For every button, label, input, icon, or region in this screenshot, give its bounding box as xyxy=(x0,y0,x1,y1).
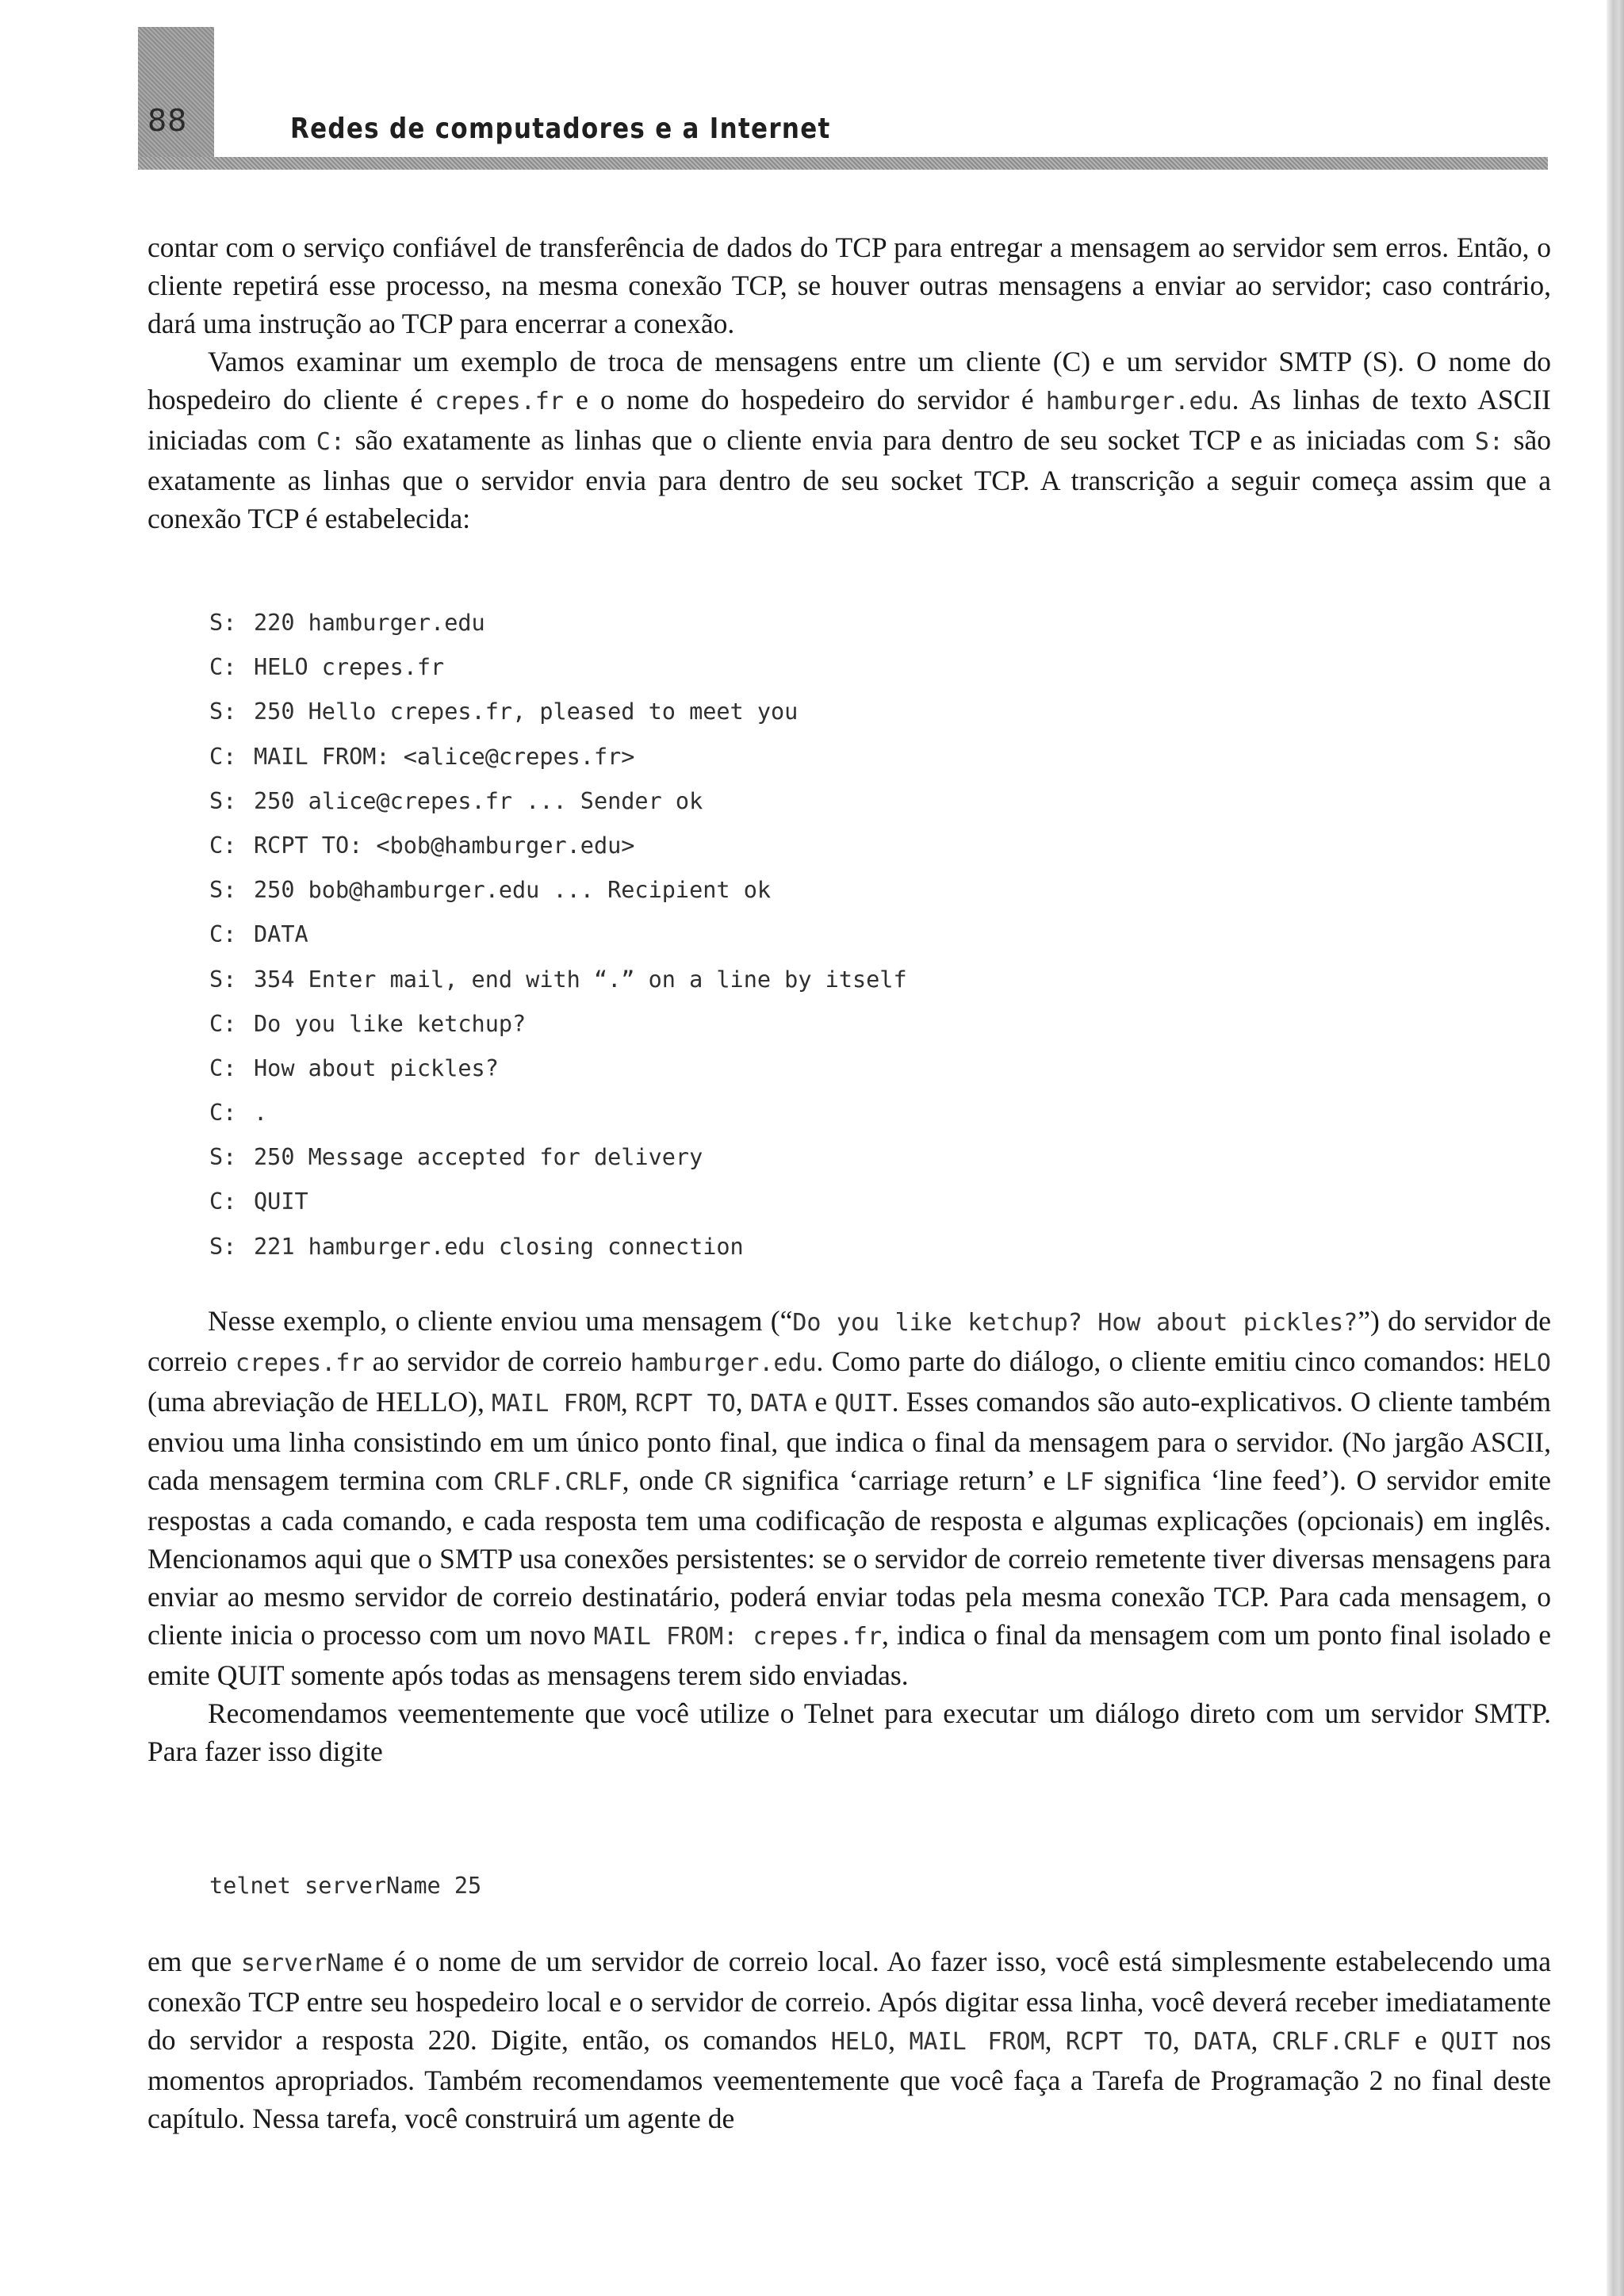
text: Vamos examinar um exemplo de troca de mensagens entre um cliente (C) e um servidor SMTP (S). O nome do hospedeiro do cliente é xyxy=(147,346,1551,415)
line-text: 354 Enter mail, end with “.” on a line by itself xyxy=(254,966,907,993)
text: . As linhas de texto ASCII iniciadas com xyxy=(147,384,1551,456)
code: MAIL FROM: crepes.fr xyxy=(593,1623,883,1651)
text: em que xyxy=(147,1946,241,1977)
code: crepes.fr xyxy=(435,388,564,415)
telnet-command: telnet serverName 25 xyxy=(209,1873,482,1899)
speaker: C: xyxy=(209,743,237,770)
transcript-line xyxy=(209,1180,907,1224)
transcript-line xyxy=(209,601,907,645)
text: , xyxy=(888,2024,910,2056)
line-text: How about pickles? xyxy=(254,1054,499,1081)
transcript-line xyxy=(209,913,907,957)
transcript-line xyxy=(209,1047,907,1091)
code: MAIL FROM xyxy=(909,2028,1045,2056)
transcript-line xyxy=(209,735,907,779)
code: HELO xyxy=(1493,1349,1551,1377)
text: , xyxy=(620,1386,636,1418)
text: e xyxy=(1400,2024,1442,2056)
text-block-bottom xyxy=(147,1942,1551,2137)
code: hamburger.edu xyxy=(1045,388,1232,415)
code: S: xyxy=(1474,428,1503,456)
code: C: xyxy=(316,428,345,456)
code: DATA xyxy=(749,1390,808,1418)
scan-edge xyxy=(1607,0,1624,2296)
text: e xyxy=(807,1386,835,1418)
line-text: MAIL FROM: <alice@crepes.fr> xyxy=(254,743,635,770)
text: ”) do servidor de correio xyxy=(147,1305,1551,1377)
line-text: 250 Hello crepes.fr, pleased to meet you xyxy=(254,698,799,725)
page-number-tab xyxy=(138,27,214,162)
smtp-transcript xyxy=(209,601,907,1269)
text: , onde xyxy=(622,1464,704,1496)
page-number: 88 xyxy=(147,103,188,138)
text: nos momentos apropriados. Também recomendamos veementemente que você faça a Tarefa de Programação 2 no final deste capítulo. Nessa tarefa, você construirá um agente de xyxy=(147,2024,1552,2134)
speaker: C: xyxy=(209,1010,237,1037)
code: QUIT xyxy=(834,1390,892,1418)
line-text: 250 alice@crepes.fr ... Sender ok xyxy=(254,787,703,814)
transcript-line xyxy=(209,690,907,734)
speaker: C: xyxy=(209,654,237,681)
line-text: 250 bob@hamburger.edu ... Recipient ok xyxy=(254,877,772,904)
line-text: HELO crepes.fr xyxy=(254,654,445,681)
line-text: 221 hamburger.edu closing connection xyxy=(254,1233,744,1260)
text-block-top xyxy=(147,228,1551,538)
paragraph-4: Recomendamos veementemente que você utilize o Telnet para executar um diálogo direto com um servidor SMTP. Para fazer isso digite xyxy=(147,1697,1551,1767)
speaker: S: xyxy=(209,610,237,636)
line-text: RCPT TO: <bob@hamburger.edu> xyxy=(254,832,635,859)
paragraph-1: contar com o serviço confiável de transferência de dados do TCP para entregar a mensagem ao servidor sem erros. Então, o cliente repetirá esse processo, na mesma conexão TCP, se houver outras mensagens a enviar ao servidor; caso contrário, dará uma instrução ao TCP para encerrar a conexão. xyxy=(147,232,1551,339)
speaker: S: xyxy=(209,1233,237,1260)
text: . Como parte do diálogo, o cliente emitiu cinco comandos: xyxy=(816,1345,1494,1377)
transcript-line xyxy=(209,779,907,824)
line-text: 220 hamburger.edu xyxy=(254,610,485,636)
code: hamburger.edu xyxy=(630,1349,817,1377)
running-title: Redes de computadores e a Internet xyxy=(290,113,831,145)
line-text: . xyxy=(254,1100,268,1127)
code: Do you like ketchup? How about pickles? xyxy=(792,1309,1358,1337)
text-block-middle xyxy=(147,1302,1551,1770)
speaker: S: xyxy=(209,698,237,725)
text: , xyxy=(735,1386,750,1418)
transcript-line xyxy=(209,1225,907,1269)
transcript-line xyxy=(209,1091,907,1135)
transcript-line xyxy=(209,958,907,1002)
text: , xyxy=(1172,2024,1194,2056)
paragraph-5 xyxy=(147,1942,1551,2137)
text: , indica o final da mensagem com um ponto final isolado e emite QUIT somente após todas as mensagens terem sido enviadas. xyxy=(147,1619,1551,1691)
code: CRLF.CRLF xyxy=(493,1468,622,1496)
code: serverName xyxy=(240,1950,385,1977)
speaker: S: xyxy=(209,787,237,814)
speaker: C: xyxy=(209,1188,237,1215)
speaker: C: xyxy=(209,921,237,948)
paragraph-2 xyxy=(147,342,1551,538)
transcript-line xyxy=(209,868,907,913)
text: são exatamente as linhas que o cliente envia para dentro de seu socket TCP e as iniciadas com xyxy=(344,424,1475,456)
speaker: S: xyxy=(209,1144,237,1171)
code: RCPT TO xyxy=(635,1390,736,1418)
text: , xyxy=(1251,2024,1272,2056)
transcript-line xyxy=(209,824,907,868)
code: HELO xyxy=(830,2028,889,2056)
code: MAIL FROM xyxy=(492,1390,621,1418)
code: CRLF.CRLF xyxy=(1271,2028,1401,2056)
line-text: 250 Message accepted for delivery xyxy=(254,1144,703,1171)
line-text: Do you like ketchup? xyxy=(254,1010,527,1037)
code: DATA xyxy=(1193,2028,1251,2056)
speaker: S: xyxy=(209,966,237,993)
code: RCPT TO xyxy=(1065,2028,1173,2056)
text: e o nome do hospedeiro do servidor é xyxy=(563,384,1046,415)
code: CR xyxy=(703,1468,733,1496)
paragraph-3 xyxy=(147,1302,1551,1694)
header-rule xyxy=(138,157,1548,170)
text: significa ‘line feed’). O servidor emite respostas a cada comando, e cada resposta tem uma codificação de resposta e algumas explicações (opcionais) em inglês. Mencionamos aqui que o SMTP usa conexões persistentes: se o servidor de correio remetente tiver diversas mensagens para enviar ao mesmo servidor de correio destinatário, poderá enviar todas pela mesma conexão TCP. Para cada mensagem, o cliente inicia o processo com um novo xyxy=(147,1464,1552,1651)
speaker: C: xyxy=(209,832,237,859)
transcript-line xyxy=(209,1002,907,1047)
transcript-line xyxy=(209,1135,907,1180)
text: significa ‘carriage return’ e xyxy=(732,1464,1066,1496)
speaker: C: xyxy=(209,1054,237,1081)
text: , xyxy=(1044,2024,1066,2056)
text: . Esses comandos são auto-explicativos. O cliente também enviou uma linha consistindo em um único ponto final, que indica o final da mensagem para o servidor. (No jargão ASCII, cada mensagem termina com xyxy=(147,1386,1551,1496)
speaker: S: xyxy=(209,877,237,904)
text: (uma abreviação de HELLO), xyxy=(147,1386,492,1418)
code: crepes.fr xyxy=(235,1349,365,1377)
code: QUIT xyxy=(1441,2028,1499,2056)
code: LF xyxy=(1065,1468,1094,1496)
speaker: C: xyxy=(209,1100,237,1127)
line-text: QUIT xyxy=(254,1188,308,1215)
text: é o nome de um servidor de correio local. Ao fazer isso, você está simplesmente estabelecendo uma conexão TCP entre seu hospedeiro local e o servidor de correio. Após digitar essa linha, você deverá receber imediatamente do servidor a resposta 220. Digite, então, os comandos xyxy=(147,1946,1551,2056)
text: são exatamente as linhas que o servidor envia para dentro de seu socket TCP. A transcrição a seguir começa assim que a conexão TCP é estabelecida: xyxy=(147,424,1551,534)
text: Nesse exemplo, o cliente enviou uma mensagem (“ xyxy=(208,1305,793,1337)
transcript-line xyxy=(209,645,907,690)
text: ao servidor de correio xyxy=(364,1345,630,1377)
line-text: DATA xyxy=(254,921,308,948)
